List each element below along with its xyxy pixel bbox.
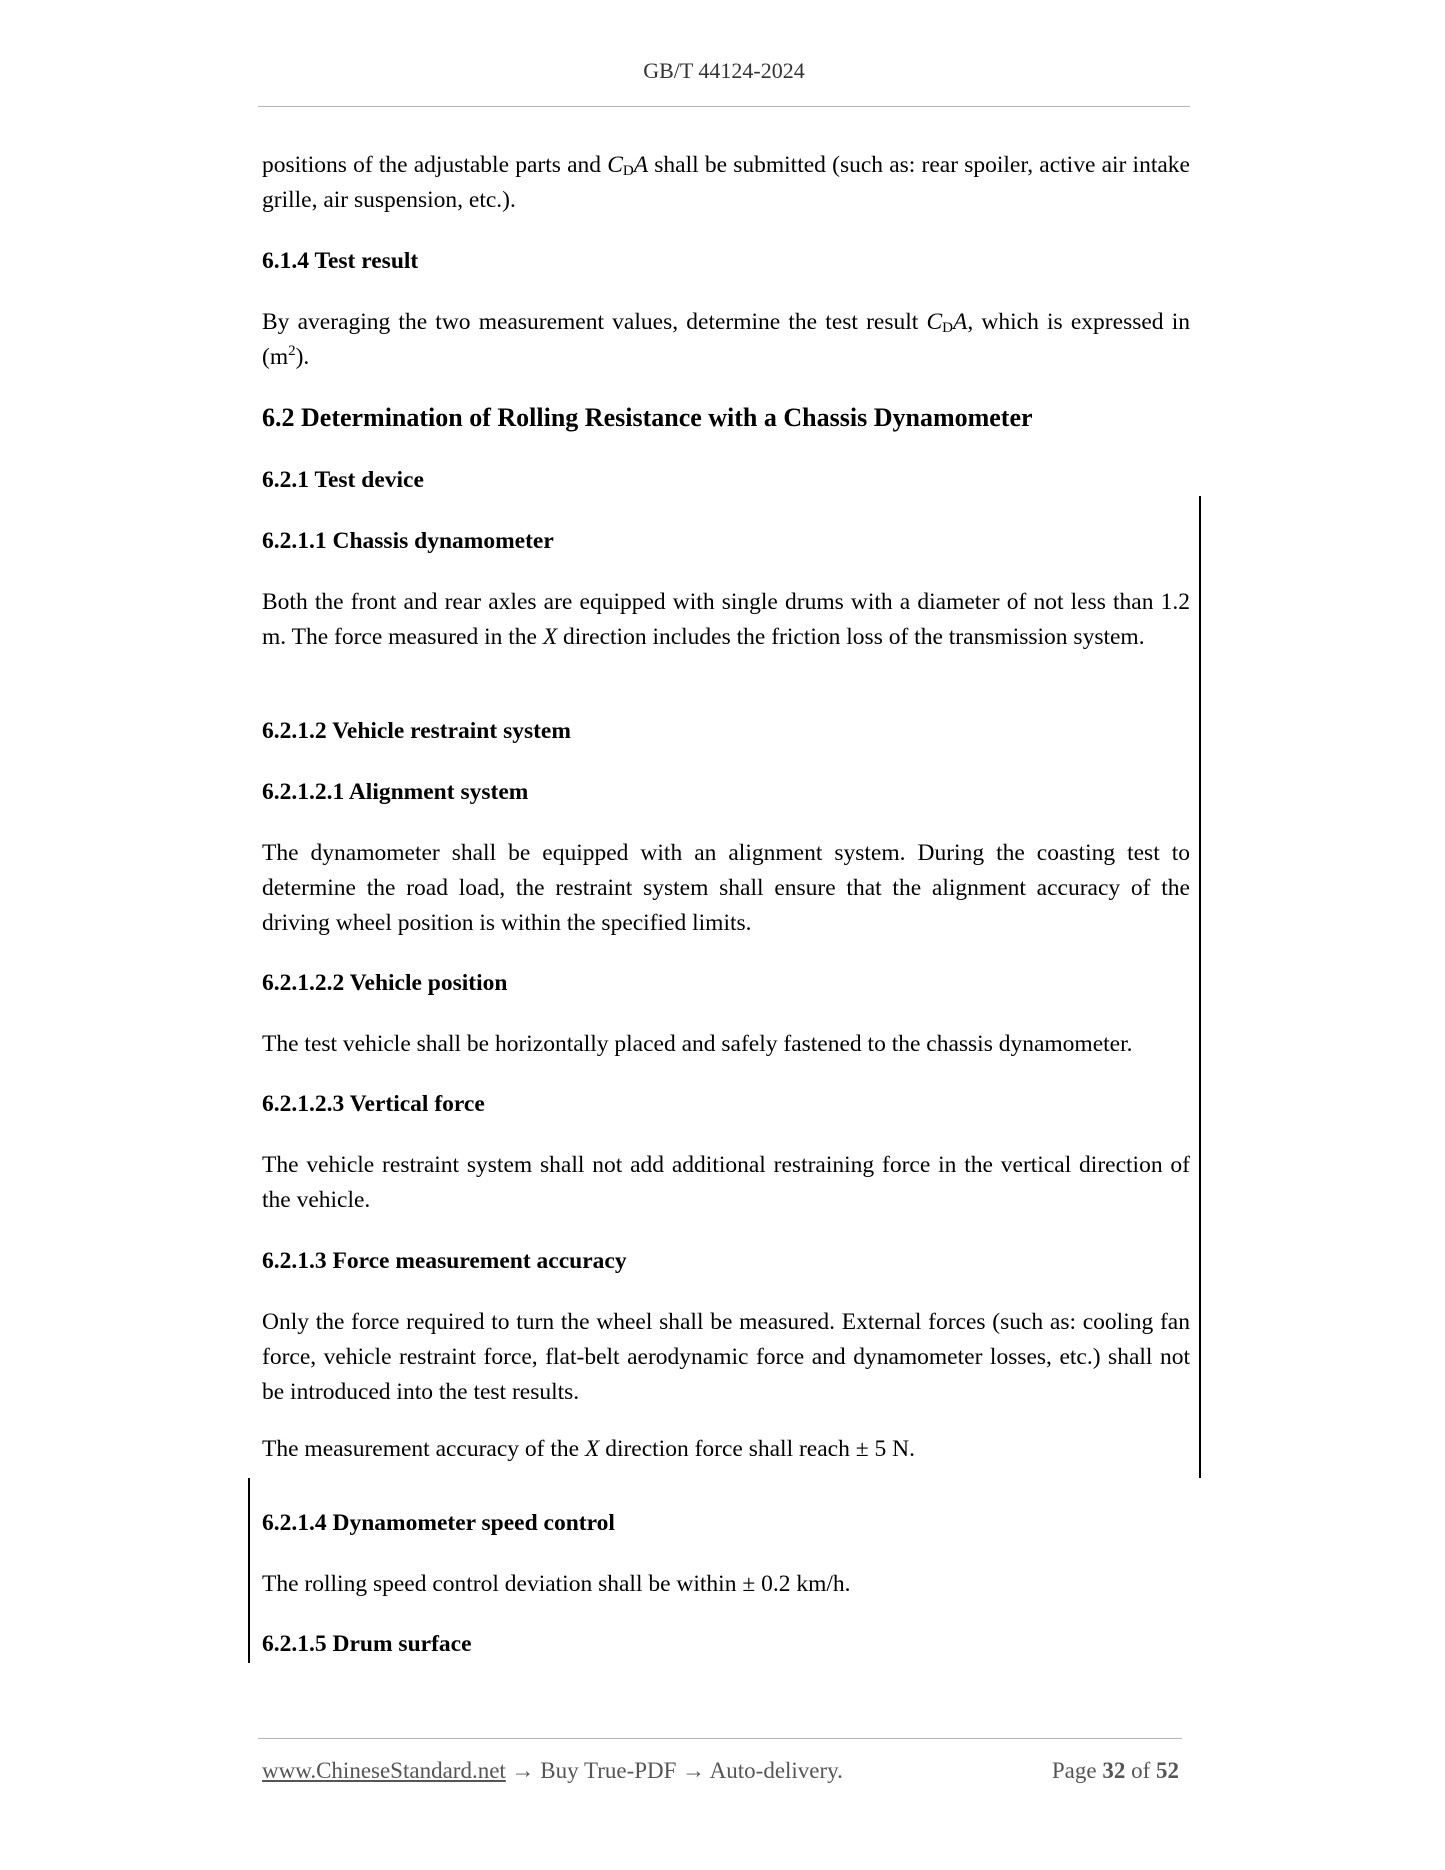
symbol-c: C (926, 309, 943, 335)
total-pages: 52 (1156, 1758, 1179, 1783)
of-label: of (1125, 1758, 1156, 1783)
subscript-d: D (942, 320, 954, 336)
superscript-2: 2 (288, 343, 296, 359)
header-divider (258, 106, 1190, 107)
document-header: GB/T 44124-2024 (643, 58, 805, 83)
heading-6-2-1-3: 6.2.1.3 Force measurement accuracy (262, 1248, 627, 1274)
heading-6-2-1-4: 6.2.1.4 Dynamometer speed control (262, 1510, 615, 1536)
paragraph-6-2-1-4: The rolling speed control deviation shall be within ± 0.2 km/h. (262, 1571, 851, 1597)
symbol-a: A (633, 152, 649, 178)
paragraph-6-2-1-1 (262, 585, 1190, 655)
website-link[interactable]: www.ChineseStandard.net (262, 1758, 506, 1783)
page-number (1052, 1758, 1179, 1784)
symbol-x: X (542, 624, 558, 650)
text-run: ). (295, 344, 310, 370)
paragraph-6-2-1-3-accuracy (262, 1432, 1190, 1467)
paragraph-6-2-1-3: Only the force required to turn the wheel shall be measured. External forces (such as: cooling fan force, vehicle restraint force, flat-belt aerodynamic force and dynamometer losses, etc.) shall not be introduced into the test results. (262, 1309, 1190, 1405)
text-run: By averaging the two measurement values, determine the test result (262, 309, 927, 335)
symbol-x: X (584, 1436, 600, 1462)
text-run: direction includes the friction loss of the transmission system. (557, 624, 1145, 650)
text-run: Both the front and rear axles are equipped with single drums with a diameter of not less than 1.2 m. The force measured in the (262, 589, 1190, 650)
text-run: The measurement accuracy of the (262, 1436, 585, 1462)
heading-6-1-4: 6.1.4 Test result (262, 248, 419, 274)
symbol-c: C (607, 152, 623, 178)
heading-6-2-1-5: 6.2.1.5 Drum surface (262, 1631, 472, 1657)
page-label: Page (1051, 1758, 1103, 1783)
heading-6-2-1: 6.2.1 Test device (262, 467, 424, 493)
revision-bar (1199, 496, 1201, 1478)
heading-6-2-1-2: 6.2.1.2 Vehicle restraint system (262, 718, 571, 744)
footer-divider (258, 1738, 1182, 1739)
heading-6-2-1-2-1: 6.2.1.2.1 Alignment system (262, 779, 529, 805)
paragraph-6-1-4 (262, 305, 1190, 375)
paragraph-continuation (262, 148, 1190, 218)
heading-6-2: 6.2 Determination of Rolling Resistance with a Chassis Dynamometer (262, 403, 1033, 432)
revision-bar (248, 1478, 250, 1663)
symbol-a: A (953, 309, 968, 335)
current-page: 32 (1102, 1758, 1126, 1783)
text-run: positions of the adjustable parts and (262, 152, 608, 178)
paragraph-6-2-1-2-1: The dynamometer shall be equipped with an alignment system. During the coasting test to determine the road load, the restraint system shall ensure that the alignment accuracy of the driving wheel position is within the specified limits. (262, 840, 1190, 936)
heading-6-2-1-1: 6.2.1.1 Chassis dynamometer (262, 528, 554, 554)
footer-text: → Buy True-PDF → Auto-delivery. (505, 1758, 843, 1783)
text-run: shall be submitted (such as: rear spoiler, active air intake grille, air suspension, etc.). (262, 152, 1190, 213)
footer-note (262, 1758, 843, 1784)
paragraph-6-2-1-2-3: The vehicle restraint system shall not add additional restraining force in the vertical direction of the vehicle. (262, 1152, 1190, 1213)
paragraph-6-2-1-2-2: The test vehicle shall be horizontally placed and safely fastened to the chassis dynamometer. (262, 1031, 1133, 1057)
text-run: , which is expressed in (m (262, 309, 1190, 370)
heading-6-2-1-2-2: 6.2.1.2.2 Vehicle position (262, 970, 508, 996)
subscript-d: D (622, 163, 634, 179)
text-run: direction force shall reach ± 5 N. (599, 1436, 915, 1462)
heading-6-2-1-2-3: 6.2.1.2.3 Vertical force (262, 1091, 485, 1117)
